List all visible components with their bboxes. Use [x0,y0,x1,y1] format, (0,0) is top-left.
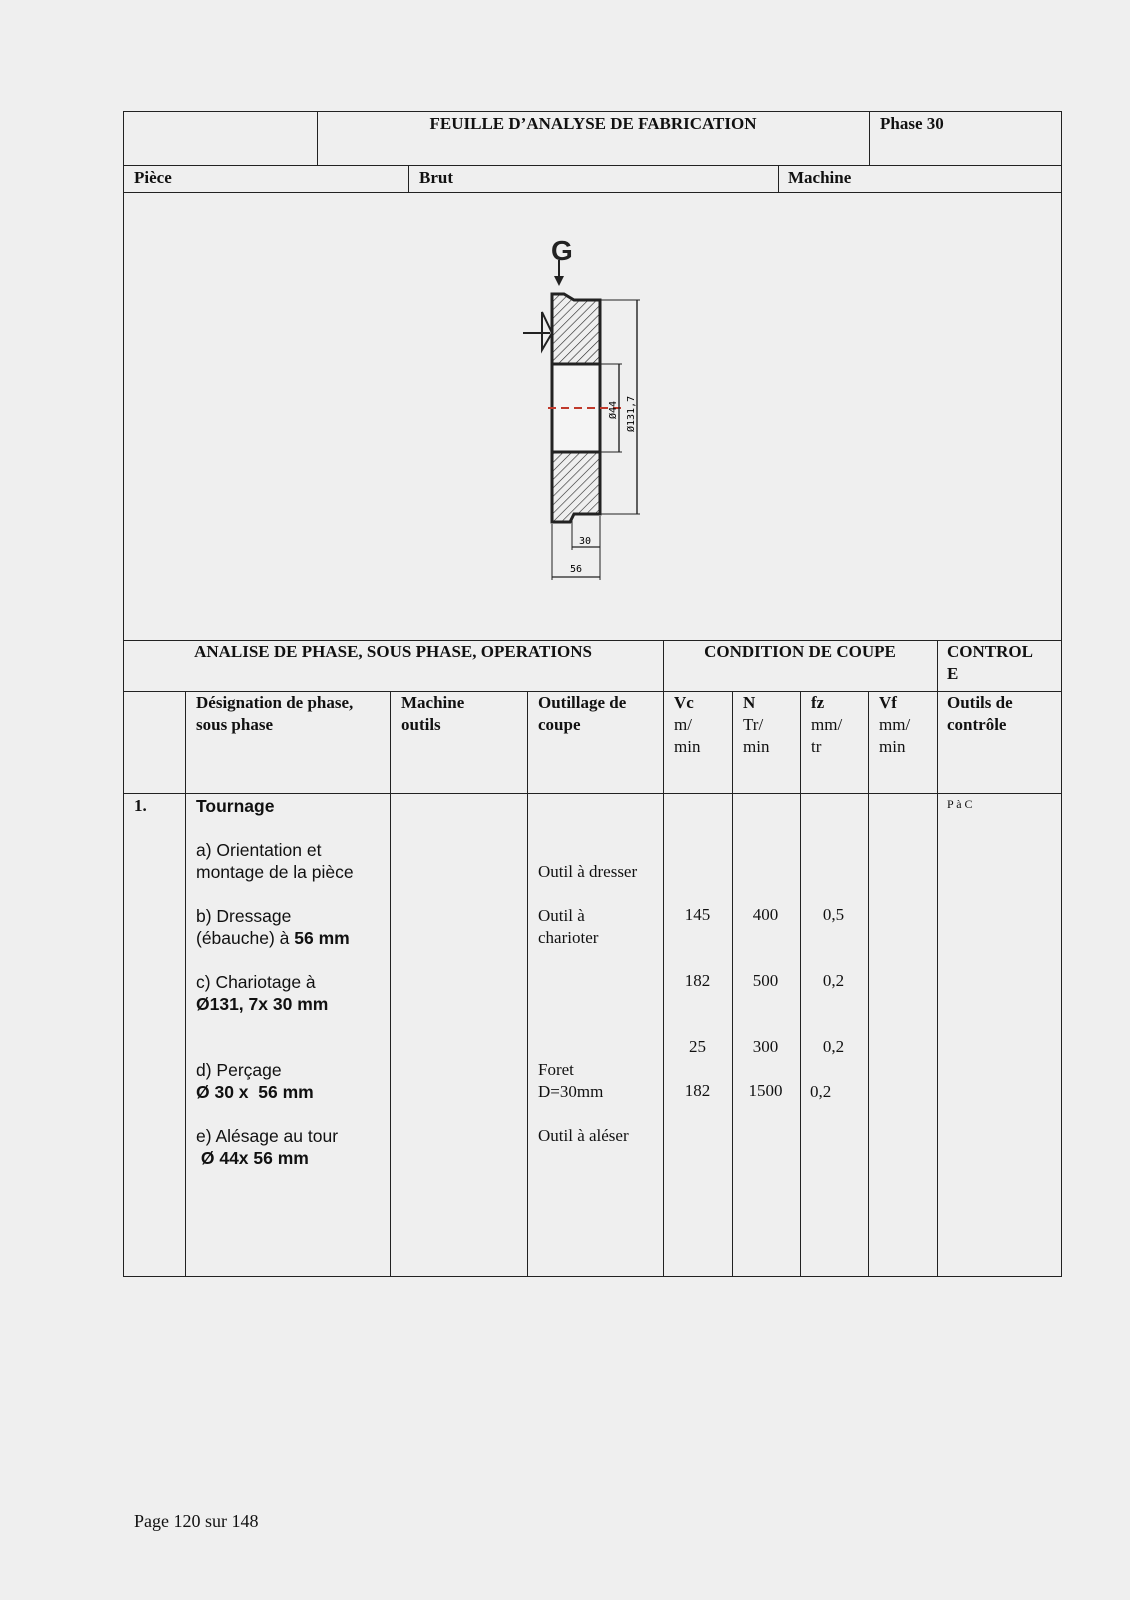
col-machine-line1: Machine [401,693,465,712]
op-d-dim: Ø 30 x 56 mm [196,1082,314,1102]
vc-value-3: 25 [689,1037,706,1056]
fz-value-1: 0,5 [822,905,845,924]
upper-section [552,294,600,364]
phase-number: Phase 30 [880,114,944,133]
lower-section [552,452,600,522]
col-controle-header [947,692,1013,736]
dim-inner-label: Ø44 [608,400,619,419]
brut-label: Brut [419,168,453,187]
col-vc-header [674,692,700,758]
op-e-line1: e) Alésage au tour [196,1126,339,1146]
col-designation-line2: sous phase [196,715,274,734]
col-vf-line2: mm/ [879,715,911,734]
tool-1: Outil à dresser [538,862,638,881]
col-divider-machine [527,691,528,1277]
op-e-dim: Ø 44x 56 mm [196,1148,309,1168]
phase-name: Tournage [196,796,275,816]
n-value-3: 300 [752,1037,779,1056]
col-outillage-header [538,692,626,736]
col-n-line1: N [743,693,756,712]
machine-label: Machine [788,168,852,187]
page-number: Page 120 sur 148 [134,1511,259,1531]
col-fz-line3: tr [811,737,822,756]
operations-list [196,795,386,1169]
info-divider-1 [408,165,409,192]
col-vf-header [879,692,910,758]
tool-4: Outil à aléser [538,1126,629,1145]
phase-ops-heading: ANALISE DE PHASE, SOUS PHASE, OPERATIONS [194,642,592,661]
col-vc-line1: Vc [674,693,694,712]
vc-value-2: 182 [684,971,711,990]
op-b-line2 [196,927,386,949]
n-value-2: 500 [752,971,779,990]
col-outillage-line2: coupe [538,715,581,734]
n-value-1: 400 [752,905,779,924]
analysis-divider-1 [663,640,664,1277]
col-machine-line2: outils [401,715,441,734]
col-vc-line3: min [674,737,701,756]
op-a-line2: montage de la pièce [196,862,354,882]
col-divider-designation [390,691,391,1277]
tool-3 [538,1059,603,1103]
col-fz-line1: fz [811,693,825,712]
op-b-dim: 56 mm [294,928,350,948]
col-fz-header [811,692,842,758]
col-vf-line1: Vf [879,693,897,712]
analysis-divider-2 [937,640,938,1277]
tool-2-line1: Outil à [538,906,585,925]
svg-text:G: G [551,235,573,266]
col-fz-line2: mm/ [811,715,843,734]
col-n-line3: min [743,737,770,756]
col-designation-header [196,692,353,736]
info-row-bottom-line [123,192,1062,193]
col-vf-line3: min [879,737,906,756]
control-heading-line2: E [947,664,959,683]
col-vc-line2: m/ [674,715,692,734]
control-heading [947,641,1033,685]
sheet-title: FEUILLE D’ANALYSE DE FABRICATION [429,114,757,133]
op-c-line1: c) Chariotage à [196,972,316,992]
header-bottom-line [123,165,1062,166]
op-d-line1: d) Perçage [196,1060,282,1080]
dim-outer-label: Ø131,7 [626,395,637,432]
col-machine-header [401,692,464,736]
dim-30-label: 30 [579,536,592,547]
col-designation-line1: Désignation de phase, [196,693,354,712]
vc-value-1: 145 [684,905,711,924]
control-tool: P à C [947,797,973,811]
col-n-line2: Tr/ [743,715,764,734]
tool-2-line2: charioter [538,928,599,947]
n-value-4: 1500 [748,1081,783,1100]
dim-56-label: 56 [570,564,583,575]
column-header-bottom-line [123,793,1062,794]
vc-value-4: 182 [684,1081,711,1100]
op-a-line1: a) Orientation et [196,840,322,860]
col-outillage-line1: Outillage de [538,693,627,712]
op-c-dim: Ø131, 7x 30 mm [196,994,329,1014]
info-divider-2 [778,165,779,192]
col-divider-num [185,691,186,1277]
control-heading-line1: CONTROL [947,642,1033,661]
part-drawing [520,232,670,587]
op-b-text: (ébauche) à [196,928,295,948]
op-b-line1: b) Dressage [196,906,292,926]
col-divider-fz [868,691,869,1277]
cutting-conditions-heading: CONDITION DE COUPE [704,642,896,661]
col-n-header [743,692,769,758]
piece-label: Pièce [134,168,172,187]
fz-value-2: 0,2 [822,971,845,990]
tool-3-line2: D=30mm [538,1082,604,1101]
col-controle-line2: contrôle [947,715,1007,734]
tool-2 [538,905,598,949]
row-number: 1. [134,796,147,815]
col-controle-line1: Outils de [947,693,1013,712]
tool-3-line1: Foret [538,1060,574,1079]
fz-value-4: 0,2 [810,1082,832,1101]
fz-value-3: 0,2 [822,1037,845,1056]
header-divider-2 [869,111,870,165]
